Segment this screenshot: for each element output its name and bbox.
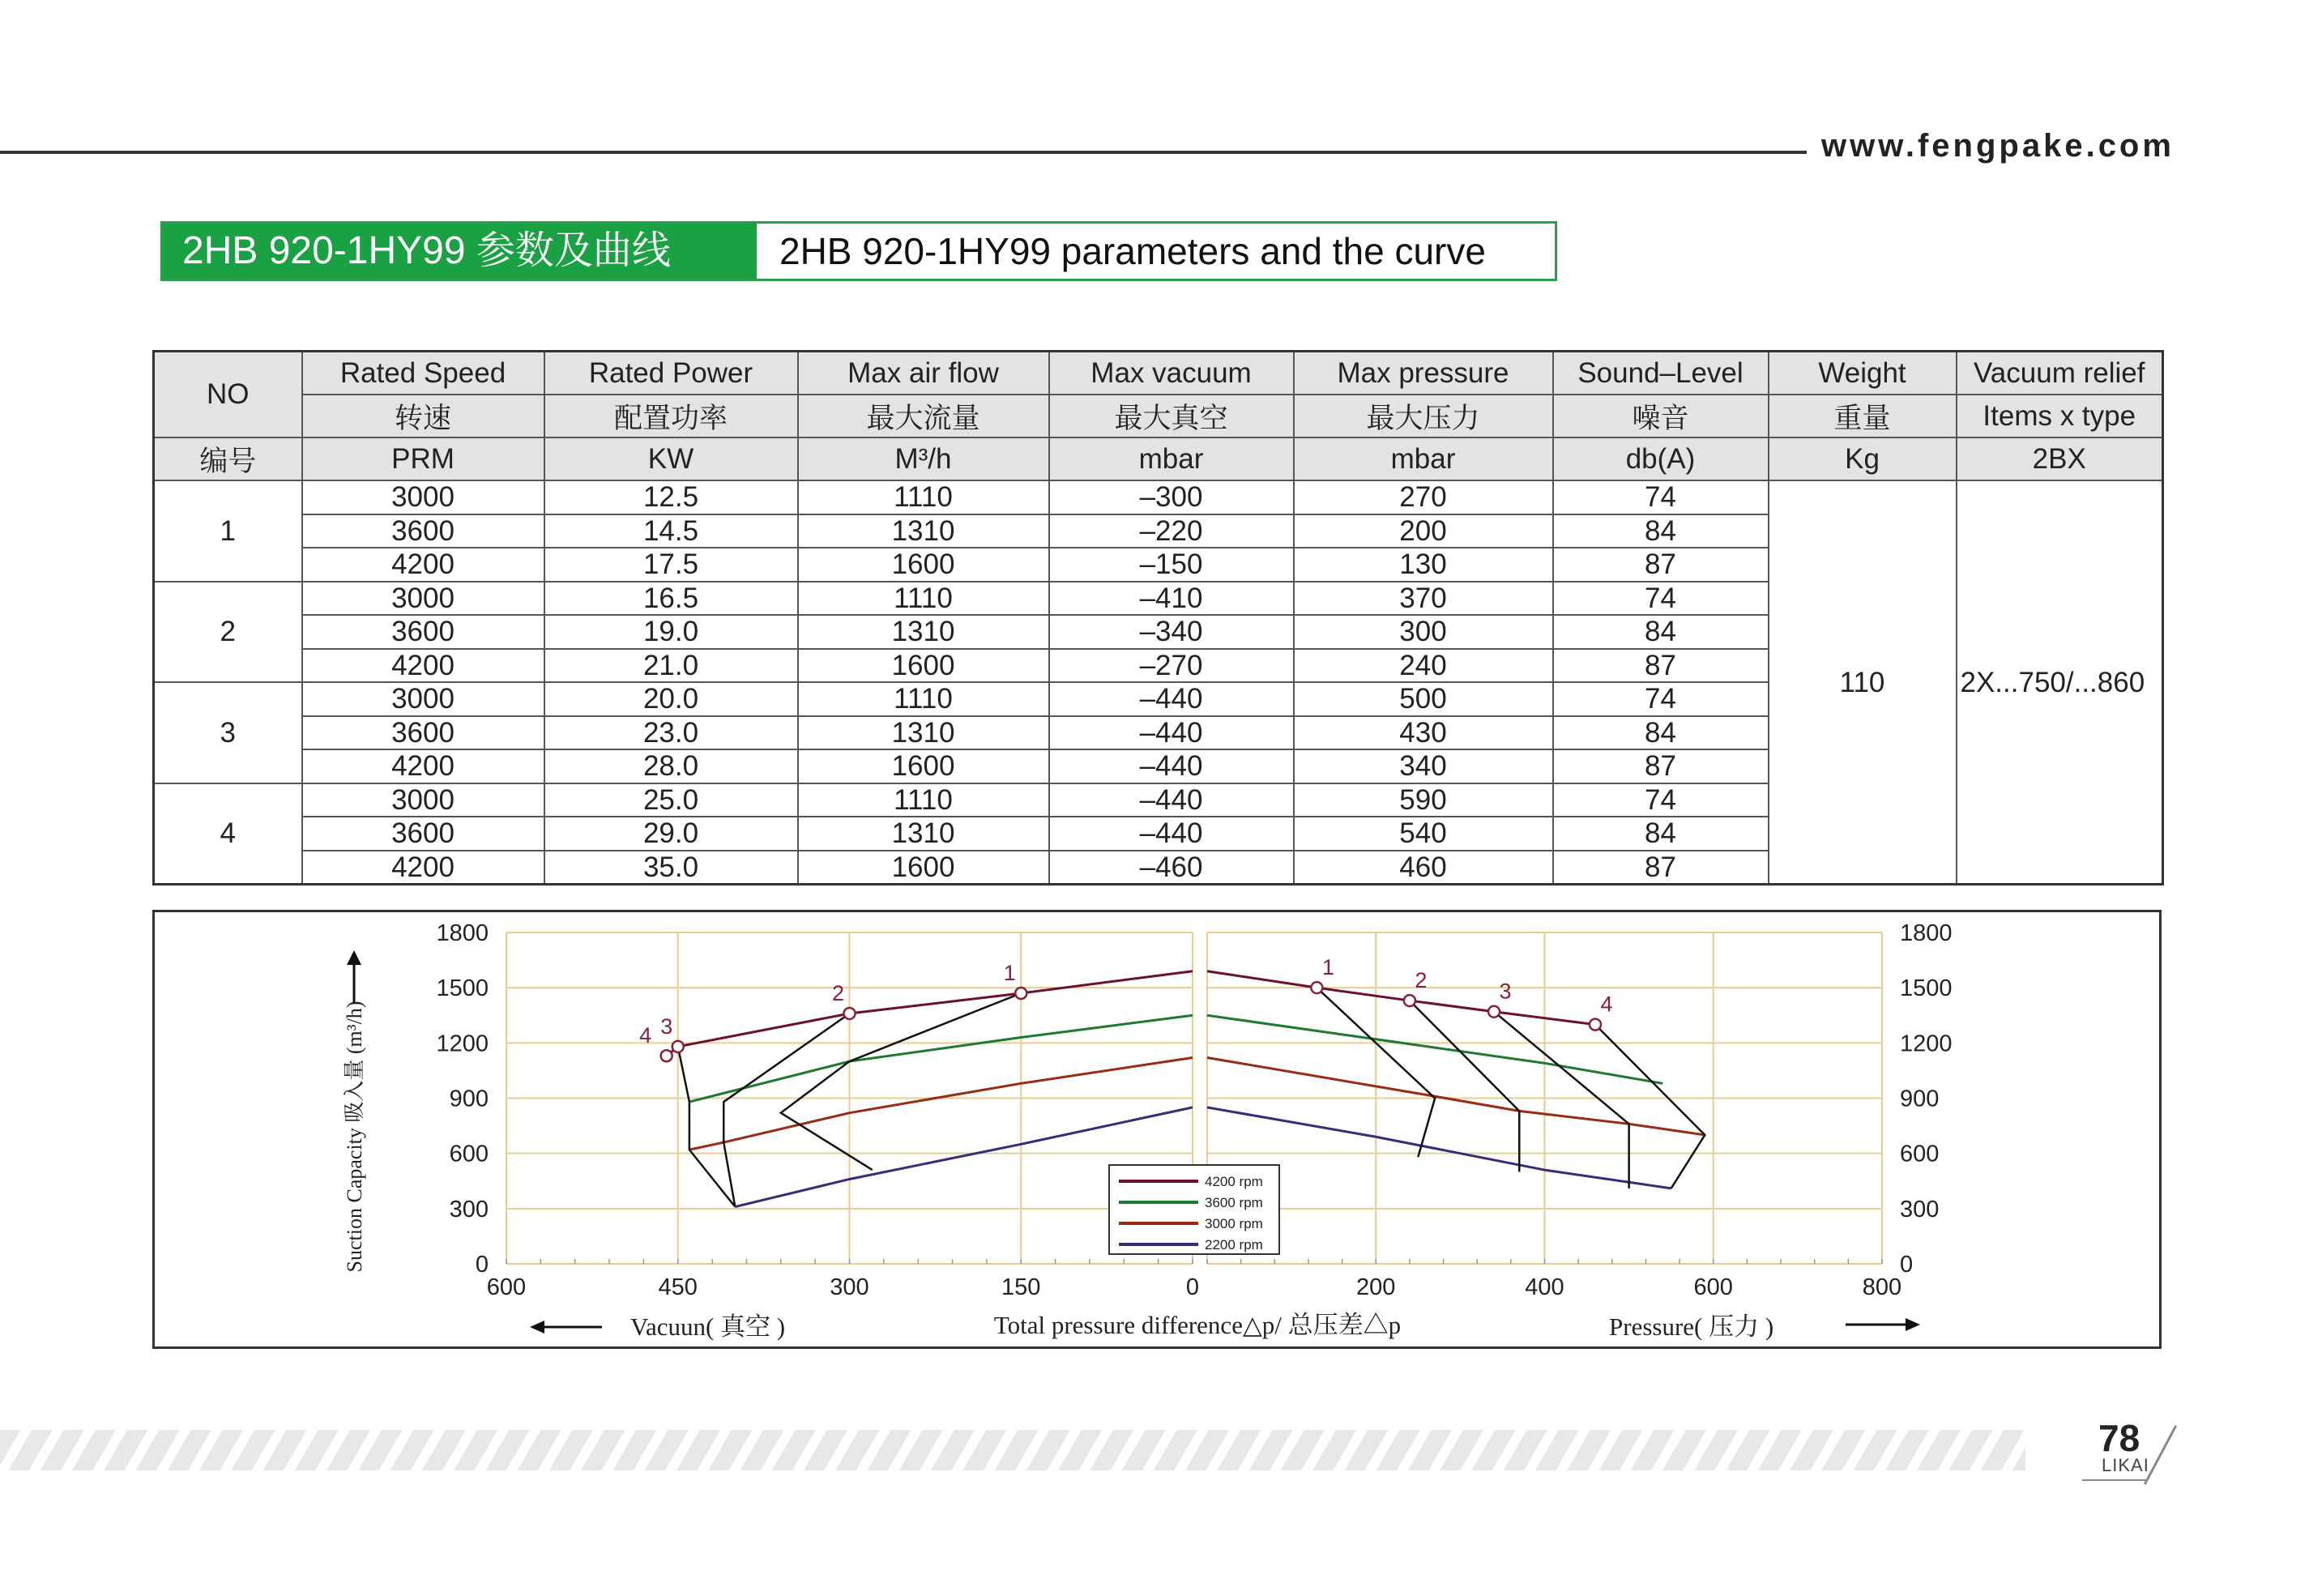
- table-cell: 500: [1294, 682, 1553, 716]
- table-cell: 4200: [302, 851, 544, 885]
- table-cell: 87: [1553, 851, 1769, 885]
- x-axis-label-pressure: Pressure( 压力 ): [1609, 1312, 1774, 1341]
- table-cell: –220: [1049, 514, 1294, 548]
- x-axis-label-vacuum: Vacuun( 真空 ): [630, 1312, 786, 1341]
- point-label: 4: [639, 1023, 652, 1048]
- table-cell: 14.5: [544, 514, 798, 548]
- header-cell: KW: [544, 437, 798, 480]
- table-cell: 29.0: [544, 817, 798, 851]
- table-cell: 28.0: [544, 749, 798, 783]
- point-label: 3: [1499, 979, 1512, 1004]
- series-line-vacuum-2: [689, 1015, 1193, 1102]
- series-line-pressure-3: [1207, 1058, 1705, 1135]
- y-tick-label-left: 600: [449, 1141, 489, 1167]
- table-cell: 1600: [798, 851, 1049, 885]
- point-label: 3: [660, 1014, 673, 1039]
- legend-label: 2200 rpm: [1205, 1237, 1263, 1252]
- table-cell: –440: [1049, 682, 1294, 716]
- table-header-row: [154, 437, 2163, 480]
- legend-label: 4200 rpm: [1205, 1174, 1263, 1189]
- table-cell: 3000: [302, 480, 544, 514]
- header-cell: Sound–Level: [1553, 352, 1769, 395]
- table-cell: 1110: [798, 582, 1049, 616]
- table-cell: –440: [1049, 817, 1294, 851]
- page-number: 78: [2098, 1417, 2140, 1459]
- y-tick-label-right: 300: [1900, 1196, 1940, 1223]
- header-no: NO: [154, 352, 302, 438]
- header-cell: 配置功率: [544, 395, 798, 437]
- table-cell: 3600: [302, 817, 544, 851]
- group-number: 2: [154, 582, 302, 683]
- header-cell: 最大真空: [1049, 395, 1294, 437]
- table-cell: –300: [1049, 480, 1294, 514]
- y-tick-label-right: 900: [1900, 1086, 1940, 1112]
- table-cell: 370: [1294, 582, 1553, 616]
- point-marker: [1015, 988, 1026, 999]
- table-cell: 84: [1553, 817, 1769, 851]
- footer-stripes: [0, 1430, 2025, 1470]
- header-cell: 最大压力: [1294, 395, 1553, 437]
- y-tick-label-left: 1200: [436, 1031, 489, 1057]
- y-tick-label-left: 300: [449, 1196, 489, 1223]
- header-cell: 重量: [1769, 395, 1957, 437]
- table-cell: –410: [1049, 582, 1294, 616]
- limit-line-vacuum: [678, 1047, 736, 1207]
- table-cell: 74: [1553, 480, 1769, 514]
- group-number: 3: [154, 682, 302, 783]
- table-cell: 87: [1553, 749, 1769, 783]
- table-cell: 1110: [798, 480, 1049, 514]
- spec-table: [152, 350, 2164, 885]
- y-axis-label: Suction Capacity 吸入量 (m³/h): [343, 1001, 366, 1273]
- brand-name: LIKAI: [2102, 1455, 2149, 1475]
- point-label: 2: [1415, 968, 1428, 993]
- table-cell: 200: [1294, 514, 1553, 548]
- table-cell: 590: [1294, 783, 1553, 817]
- vacuum-arrowhead: [530, 1321, 544, 1334]
- header-cell: 转速: [302, 395, 544, 437]
- table-cell: 23.0: [544, 716, 798, 750]
- table-cell: 3600: [302, 514, 544, 548]
- table-cell: 1310: [798, 514, 1049, 548]
- point-label: 4: [1600, 992, 1613, 1017]
- table-cell: 1110: [798, 783, 1049, 817]
- table-cell: 3000: [302, 682, 544, 716]
- pressure-arrowhead: [1906, 1318, 1920, 1331]
- series-line-pressure-1: [1207, 971, 1595, 1025]
- group-number: 4: [154, 783, 302, 885]
- table-cell: 1310: [798, 615, 1049, 649]
- header-cell: Max pressure: [1294, 352, 1553, 395]
- header-cell: Vacuum relief: [1957, 352, 2163, 395]
- header-cell: db(A): [1553, 437, 1769, 480]
- point-marker: [672, 1041, 684, 1052]
- corner-line: [2082, 1479, 2147, 1481]
- title-bar: [160, 221, 1557, 281]
- y-axis-arrowhead: [347, 950, 361, 965]
- table-cell: 35.0: [544, 851, 798, 885]
- table-cell: 4200: [302, 548, 544, 582]
- table-cell: 1600: [798, 749, 1049, 783]
- table-cell: 1310: [798, 817, 1049, 851]
- y-tick-label-left: 900: [449, 1086, 489, 1112]
- vacuum-tick-label: 150: [1001, 1274, 1041, 1300]
- point-marker: [661, 1050, 672, 1061]
- point-marker: [1488, 1006, 1500, 1018]
- table-cell: 74: [1553, 582, 1769, 616]
- y-tick-label-right: 0: [1900, 1252, 1914, 1278]
- header-cell: Rated Speed: [302, 352, 544, 395]
- pressure-tick-label: 200: [1356, 1274, 1396, 1300]
- table-cell: 3600: [302, 615, 544, 649]
- table-cell: 17.5: [544, 548, 798, 582]
- table-cell: 270: [1294, 480, 1553, 514]
- table-cell: 1600: [798, 548, 1049, 582]
- weight-cell: 110: [1769, 480, 1957, 885]
- x-axis-label-center: Total pressure difference△p/ 总压差△p: [993, 1311, 1402, 1339]
- point-marker: [1404, 995, 1415, 1006]
- header-cell: Weight: [1769, 352, 1957, 395]
- pressure-tick-label: 400: [1525, 1274, 1564, 1300]
- header-cell: M³/h: [798, 437, 1049, 480]
- table-cell: 84: [1553, 514, 1769, 548]
- table-cell: 74: [1553, 682, 1769, 716]
- y-tick-label-right: 1200: [1900, 1031, 1953, 1057]
- vacuum-tick-label: 600: [486, 1274, 527, 1300]
- header-cell: Max vacuum: [1049, 352, 1294, 395]
- table-cell: –440: [1049, 783, 1294, 817]
- vacuum-tick-label: 300: [830, 1274, 869, 1300]
- point-marker: [844, 1008, 856, 1019]
- table-header-row: [154, 395, 2163, 437]
- table-cell: 1600: [798, 649, 1049, 683]
- table-cell: –340: [1049, 615, 1294, 649]
- limit-line-pressure: [1595, 1025, 1705, 1188]
- point-marker: [1590, 1019, 1601, 1031]
- table-cell: –440: [1049, 716, 1294, 750]
- table-cell: 3600: [302, 716, 544, 750]
- table-cell: 340: [1294, 749, 1553, 783]
- table-cell: 130: [1294, 548, 1553, 582]
- table-cell: 3000: [302, 582, 544, 616]
- table-cell: 87: [1553, 649, 1769, 683]
- table-cell: 12.5: [544, 480, 798, 514]
- header-cell: Rated Power: [544, 352, 798, 395]
- legend-label: 3600 rpm: [1205, 1195, 1263, 1210]
- table-header-row: [154, 352, 2163, 395]
- table-cell: –270: [1049, 649, 1294, 683]
- header-cell: 最大流量: [798, 395, 1049, 437]
- header-cell: 噪音: [1553, 395, 1769, 437]
- spec-table-body: [154, 352, 2163, 885]
- point-label: 1: [1321, 955, 1334, 980]
- table-cell: 540: [1294, 817, 1553, 851]
- point-marker: [1311, 982, 1322, 993]
- relief-cell: 2X...750/...860: [1957, 480, 2163, 885]
- table-cell: 84: [1553, 615, 1769, 649]
- y-tick-label-left: 1800: [436, 920, 489, 946]
- header-no-cn: 编号: [154, 437, 302, 480]
- table-cell: 87: [1553, 548, 1769, 582]
- table-cell: 25.0: [544, 783, 798, 817]
- table-cell: 21.0: [544, 649, 798, 683]
- table-cell: –150: [1049, 548, 1294, 582]
- y-tick-label-left: 0: [475, 1252, 489, 1278]
- header-cell: 2BX: [1957, 437, 2163, 480]
- header-cell: PRM: [302, 437, 544, 480]
- table-cell: 4200: [302, 649, 544, 683]
- pressure-tick-label: 600: [1693, 1274, 1733, 1300]
- header-rule: [0, 151, 1807, 154]
- legend-label: 3000 rpm: [1205, 1216, 1263, 1231]
- table-cell: –460: [1049, 851, 1294, 885]
- table-cell: 1110: [798, 682, 1049, 716]
- table-cell: 19.0: [544, 615, 798, 649]
- table-cell: 460: [1294, 851, 1553, 885]
- vacuum-tick-label: 0: [1185, 1274, 1200, 1300]
- y-tick-label-right: 1800: [1900, 920, 1953, 946]
- y-tick-label-right: 600: [1900, 1141, 1940, 1167]
- table-cell: 74: [1553, 783, 1769, 817]
- vacuum-tick-label: 450: [658, 1274, 698, 1300]
- table-cell: 3000: [302, 783, 544, 817]
- performance-chart: [152, 910, 2162, 1349]
- point-label: 2: [831, 980, 845, 1005]
- title-english: 2HB 920-1HY99 parameters and the curve: [779, 230, 1486, 272]
- series-line-vacuum-3: [689, 1058, 1193, 1150]
- pressure-tick-label: 800: [1862, 1274, 1902, 1300]
- title-chinese: 2HB 920-1HY99 参数及曲线: [163, 224, 757, 279]
- header-cell: Items x type: [1957, 395, 2163, 437]
- y-tick-label-right: 1500: [1900, 975, 1953, 1002]
- table-cell: 16.5: [544, 582, 798, 616]
- header-cell: Kg: [1769, 437, 1957, 480]
- header-cell: Max air flow: [798, 352, 1049, 395]
- table-cell: 300: [1294, 615, 1553, 649]
- table-cell: 240: [1294, 649, 1553, 683]
- table-row: [154, 480, 2163, 514]
- table-cell: 20.0: [544, 682, 798, 716]
- group-number: 1: [154, 480, 302, 582]
- table-cell: 1310: [798, 716, 1049, 750]
- site-url[interactable]: www.fengpake.com: [1821, 128, 2175, 164]
- point-label: 1: [1003, 960, 1016, 985]
- y-tick-label-left: 1500: [436, 975, 489, 1002]
- table-cell: 430: [1294, 716, 1553, 750]
- table-cell: –440: [1049, 749, 1294, 783]
- table-cell: 84: [1553, 716, 1769, 750]
- header-cell: mbar: [1049, 437, 1294, 480]
- header-cell: mbar: [1294, 437, 1553, 480]
- table-cell: 4200: [302, 749, 544, 783]
